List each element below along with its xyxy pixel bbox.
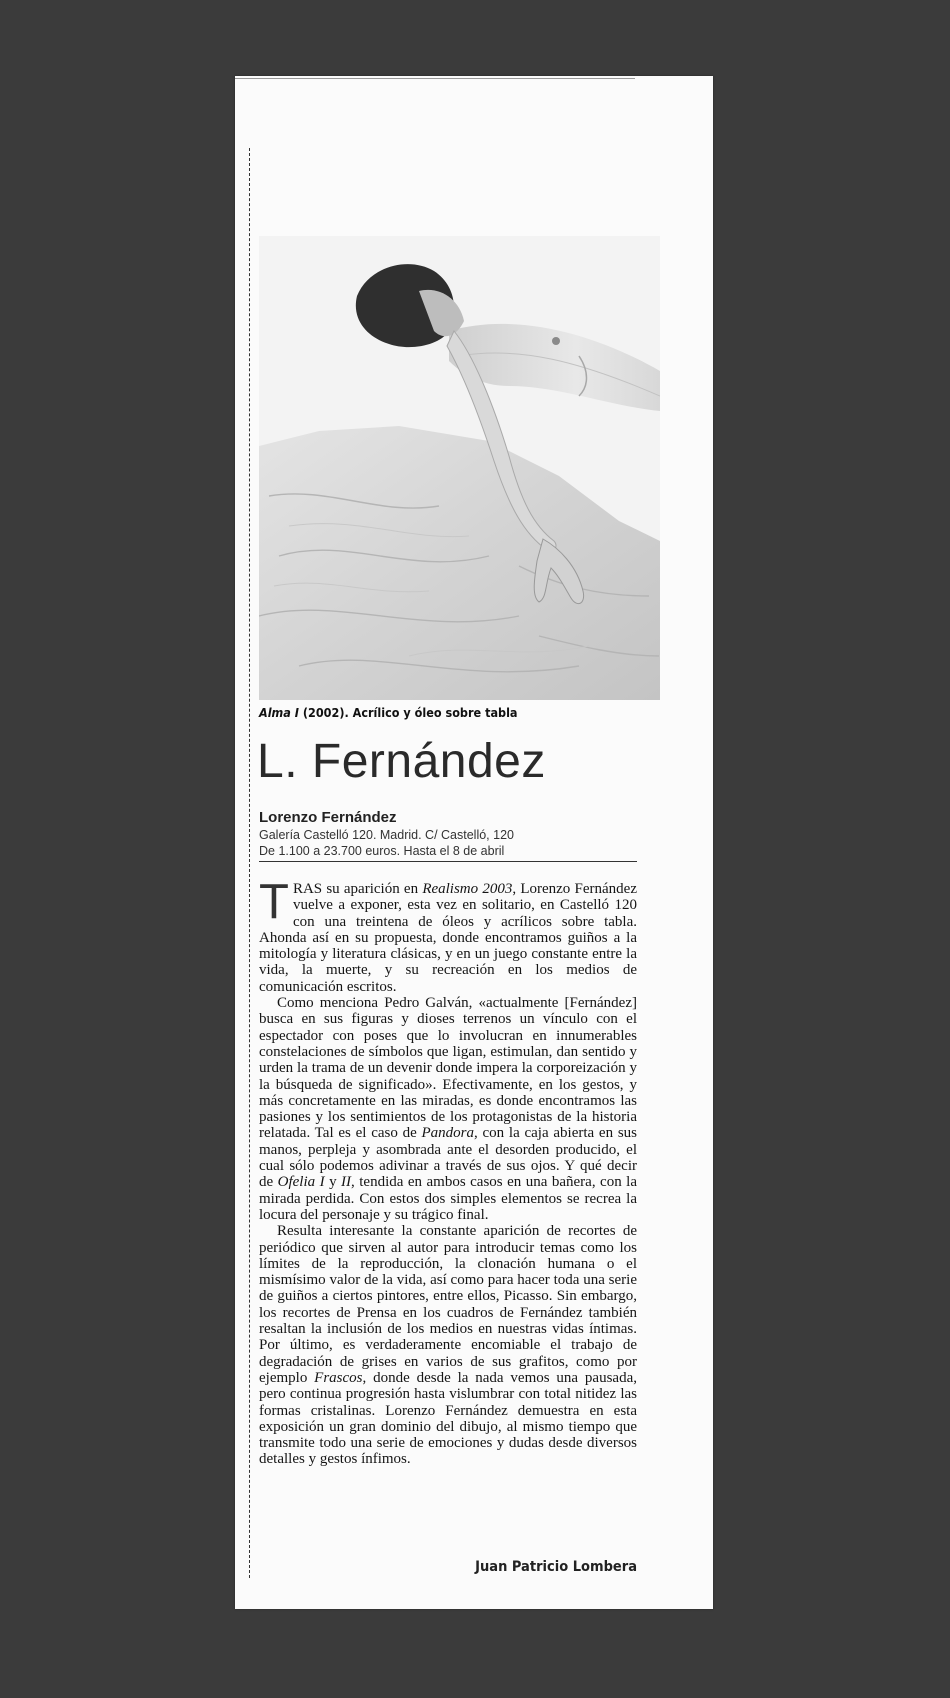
text-run: Como menciona Pedro Galván, «actualmente [Fernández] busca en sus figuras y dioses terrenos un vínculo con el espectador con poses que lo involucran en innumerables constelaciones de símbolos que ligan, estimulan, dan sentido y urden la trama de un devenir donde impera la corporeización y la búsqueda de significado». Efectivamente, en los gestos, y más concretamente en las miradas, es donde encontramos las pasiones y los sentimientos de los protagonistas de la historia relatada. Tal es el caso de xyxy=(259,995,637,1142)
photo-caption xyxy=(259,705,518,720)
text-run: y xyxy=(324,1174,342,1191)
dashed-column-rule xyxy=(249,148,250,1578)
italic-title: Ofelia I xyxy=(277,1174,325,1191)
prices-line: De 1.100 a 23.700 euros. Hasta el 8 de abril xyxy=(259,844,505,858)
article-headline: L. Fernández xyxy=(257,735,546,788)
italic-title: II xyxy=(341,1174,352,1191)
text-run: , con la caja abierta en sus manos, perpleja y asombrada ante el desorden producido, el cual sólo podemos adivinar a través de sus ojos. Y qué decir de xyxy=(259,1125,637,1191)
text-run: , donde desde la nada vemos una pausada, pero continua progresión hasta vislumbrar con total nitidez las formas cristalinas. Lorenzo Fernández demuestra en esta exposición un gran dominio del dibujo, al mismo tiempo que transmite todo una serie de emociones y dudas desde diversos detalles y gestos ínfimos. xyxy=(259,1369,637,1468)
paragraph-3 xyxy=(259,1223,637,1467)
top-rule xyxy=(235,78,635,79)
newspaper-clipping xyxy=(235,76,713,1609)
artist-name: Lorenzo Fernández xyxy=(259,809,397,826)
paragraph-1 xyxy=(259,875,637,995)
italic-title: Frascos xyxy=(314,1369,363,1386)
caption-details: (2002). Acrílico y óleo sobre tabla xyxy=(298,705,518,720)
text-run: RAS su aparición en xyxy=(292,881,423,897)
author-signature: Juan Patricio Lombera xyxy=(475,1559,637,1575)
venue-line: Galería Castelló 120. Madrid. C/ Castelló, 120 xyxy=(259,828,514,842)
caption-title: Alma I xyxy=(259,705,299,720)
article-body xyxy=(259,875,637,1468)
drop-cap: T xyxy=(259,875,289,929)
paragraph-2 xyxy=(259,995,637,1223)
italic-title: Pandora xyxy=(421,1125,474,1142)
exhibition-info xyxy=(259,809,637,862)
italic-title: Realismo 2003 xyxy=(422,881,513,897)
text-run: Resulta interesante la constante aparición de recortes de periódico que sirven al autor para introducir temas como los límites de la reproducción, la clonación humana o el mismísimo valor de la vida, así como para hacer toda una serie de guiños a ciertos pintores, entre ellos, Picasso. Sin embargo, los recortes de Prensa en los cuadros de Fernández también resaltan la inclusión de los medios en nuestras vidas íntimas. Por último, es verdaderamente encomiable el trabajo de degradación de grises en varios de sus grafitos, como por ejemplo xyxy=(259,1223,637,1386)
artwork-photo xyxy=(259,236,660,700)
text-run: , tendida en ambos casos en una bañera, con la mirada perdida. Con estos dos simples elementos se recrea la locura del personaje y su trágico final. xyxy=(259,1174,637,1223)
text-run: , Lorenzo Fernández vuelve a exponer, esta vez en solitario, en Castelló 120 con una treintena de óleos y acrílicos sobre tabla. Ahonda así en su propuesta, donde encontramos guiños a la mitología y literatura clásicas, y en un juego constante entre la vida, la muerte, y su recreación en los medios de comunicación escritos. xyxy=(259,881,637,995)
